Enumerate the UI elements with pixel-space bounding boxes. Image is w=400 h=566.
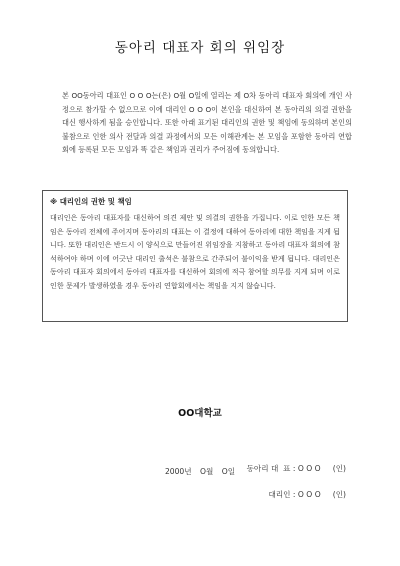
delegation-paragraph: 본 OO동아리 대표인 O O O는(은) O월 O일에 열리는 제 O차 동아리 대표자 회의에 개인 사정으로 참가할 수 없으므로 이에 대리인 O O O이 본인을 대신하여 본 동아리의 의결 권한을 대신 행사하게 됨을 승인합니다. 또한 아래 표기된 대리인의 권한 및 책임에 동의하며 본인의 불참으로 인한 의사 전달과 의결 과정에서의 모든 이해관계는 본 모임을 포함한 동아리 연합회에 등록된 모든 모임과 똑 같은 책임과 권리가 주어짐에 동의합니다. xyxy=(62,91,352,154)
school-name: OO대학교 xyxy=(178,408,222,419)
agent-rights-title: ※ 대리인의 권한 및 책임 xyxy=(50,197,132,206)
agent-rights-box xyxy=(42,190,348,322)
document-date: 2000년 O월 O일 xyxy=(164,467,236,476)
representative-signature: 동아리 대 표 : O O O (인) xyxy=(246,464,346,473)
agent-signature: 대리인 : O O O (인) xyxy=(268,490,346,499)
agent-rights-body: 대리인은 동아리 대표자를 대신하여 의견 제안 및 의결의 권한을 가집니다. 이로 인한 모든 책임은 동아리 전체에 주어지며 동아리의 대표는 이 결정에 대하여 동아리에 대한 책임을 지게 됩니다. 또한 대리인은 반드시 이 양식으로 만들어진 위임장을 지참하고 동아리 대표자 회의에 참석하여야 하며 이에 어긋난 대리인 출석은 불참으로 간주되어 불이익을 받게 됩니다. 대리인은 동아리 대표자 회의에서 동아리 대표자를 대신하여 회의에 적극 참여할 의무를 지게 되며 이로 인한 문제가 발생하였을 경우 동아리 연합회에서는 책임을 지지 않습니다. xyxy=(50,213,340,290)
document-title: 동아리 대표자 회의 위임장 xyxy=(114,40,286,56)
